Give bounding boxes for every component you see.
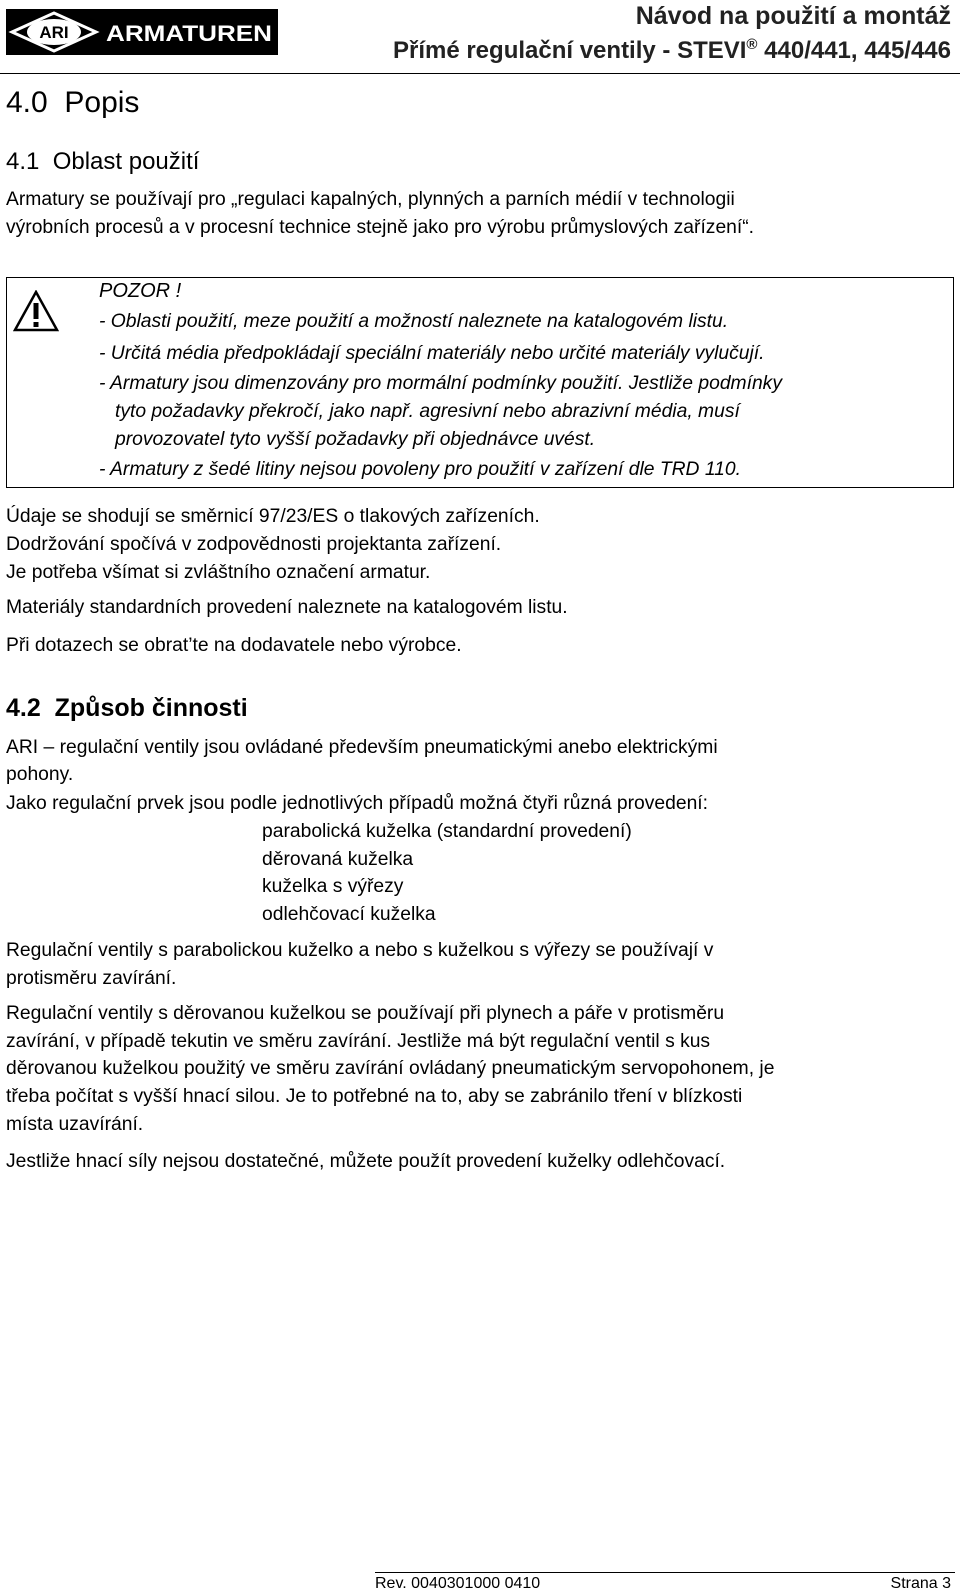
warning-line: tyto požadavky překročí, jako např. agresivní nebo abrazivní média, musí xyxy=(115,401,740,422)
intro-line-2: výrobních procesů a v procesní technice stejně jako pro výrobu průmyslových zařízení“. xyxy=(6,217,755,238)
revision-number: Rev. 0040301000 0410 xyxy=(375,1575,541,1592)
note-line: Je potřeba všímat si zvláštního označení armatur. xyxy=(6,562,431,583)
warning-line: - Určitá média předpokládají speciální materiály nebo určité materiály vylučují. xyxy=(99,343,765,364)
paragraph-line: pohony. xyxy=(6,764,74,785)
warning-line: provozovatel tyto vyšší požadavky při objednávce uvést. xyxy=(115,429,596,450)
note-line: Materiály standardních provedení naleznete na katalogovém listu. xyxy=(6,597,568,618)
list-item: kuželka s výřezy xyxy=(262,876,404,897)
paragraph-line: zavírání, v případě tekutin ve směru zavírání. Jestliže má být regulační ventil s kus xyxy=(6,1031,711,1052)
intro-line-1: Armatury se používají pro „regulaci kapalných, plynných a parních médií v technologii xyxy=(6,189,735,210)
ari-armaturen-logo xyxy=(6,9,278,55)
paragraph-line: Regulační ventily s parabolickou kuželko a nebo s kuželkou s výřezy se používají v xyxy=(6,940,714,961)
document-title: Návod na použití a montáž xyxy=(635,2,951,30)
warning-line: - Oblasti použití, meze použití a možností naleznete na katalogovém listu. xyxy=(99,311,729,332)
footer-divider xyxy=(375,1572,955,1573)
paragraph-line: ARI – regulační ventily jsou ovládané především pneumatickými anebo elektrickými xyxy=(6,737,718,758)
warning-triangle-icon xyxy=(13,290,59,332)
paragraph-line: Jestliže hnací síly nejsou dostatečné, můžete použít provedení kuželky odlehčovací. xyxy=(6,1151,726,1172)
paragraph-line: děrovanou kuželkou použitý ve směru zavírání ovládaný pneumatickým servopohonem, je xyxy=(6,1058,775,1079)
subsection-heading-4-2: 4.2 Způsob činnosti xyxy=(6,694,248,722)
logo-graphic xyxy=(6,9,278,55)
subsection-heading-4-1: 4.1 Oblast použití xyxy=(6,148,200,175)
svg-text:ARI: ARI xyxy=(39,23,69,42)
list-item: odlehčovací kuželka xyxy=(262,904,436,925)
warning-title: POZOR ! xyxy=(99,280,182,302)
note-line: Údaje se shodují se směrnicí 97/23/ES o tlakových zařízeních. xyxy=(6,506,540,527)
paragraph-line: Jako regulační prvek jsou podle jednotlivých případů možná čtyři různá provedení: xyxy=(6,793,709,814)
svg-text:ARMATUREN: ARMATUREN xyxy=(106,21,272,46)
paragraph-line: třeba počítat s vyšší hnací silou. Je to potřebné na to, aby se zabránilo tření v blízkosti xyxy=(6,1086,743,1107)
list-item: děrovaná kuželka xyxy=(262,849,414,870)
warning-line: - Armatury z šedé litiny nejsou povoleny pro použití v zařízení dle TRD 110. xyxy=(99,459,741,480)
document-subtitle: Přímé regulační ventily - STEVI® 440/441, 445/446 xyxy=(392,36,951,64)
paragraph-line: protisměru zavírání. xyxy=(6,968,177,989)
paragraph-line: Regulační ventily s děrovanou kuželkou se používají při plynech a páře v protisměru xyxy=(6,1003,725,1024)
list-item: parabolická kuželka (standardní provedení) xyxy=(262,821,632,842)
note-line: Dodržování spočívá v zodpovědnosti projektanta zařízení. xyxy=(6,534,502,555)
warning-line: - Armatury jsou dimenzovány pro mormální podmínky použití. Jestliže podmínky xyxy=(99,373,782,394)
registered-mark: ® xyxy=(746,36,758,53)
header-divider xyxy=(0,73,960,74)
section-heading: 4.0 Popis xyxy=(6,86,140,119)
paragraph-line: místa uzavírání. xyxy=(6,1114,144,1135)
page-number: Strana 3 xyxy=(890,1575,951,1592)
note-line: Při dotazech se obrat’te na dodavatele nebo výrobce. xyxy=(6,635,462,656)
